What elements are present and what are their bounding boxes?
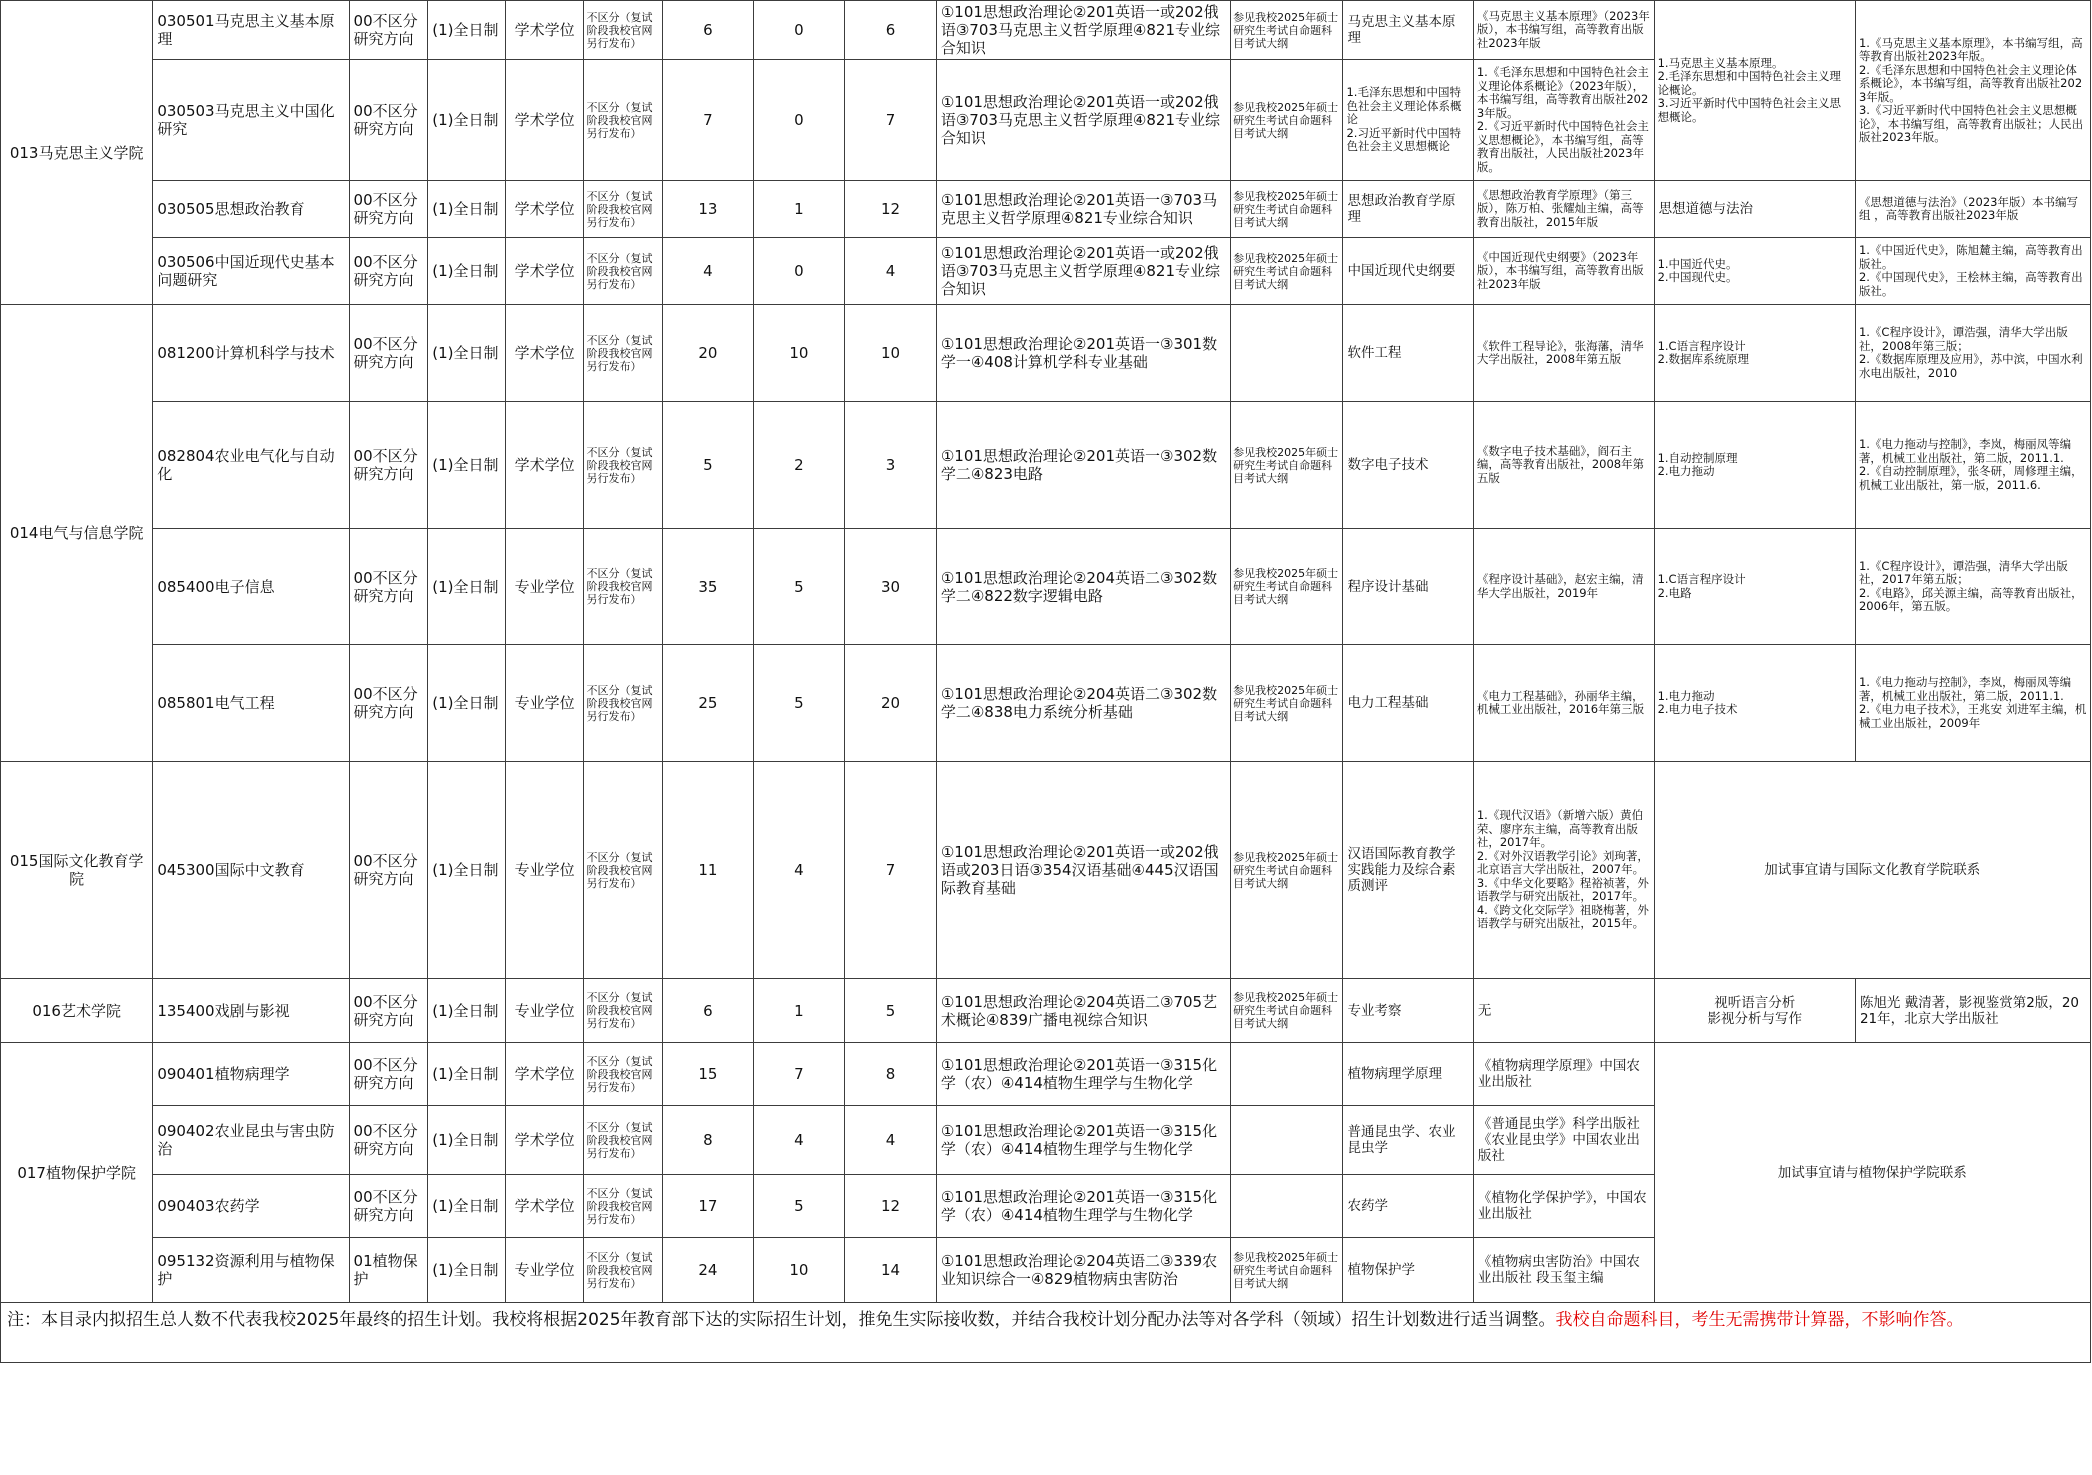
retest-books-cell: 《程序设计基础》，赵宏主编，清华大学出版社，2019年 <box>1473 529 1654 645</box>
unified-cell: 12 <box>845 181 937 238</box>
major-cell: 085400电子信息 <box>153 529 349 645</box>
retest-subject-cell: 汉语国际教育教学实践能力及综合素质测评 <box>1343 762 1473 979</box>
college-cell: 013马克思主义学院 <box>1 1 153 305</box>
total-cell: 20 <box>663 305 753 402</box>
degree-cell: 学术学位 <box>505 238 584 305</box>
table-row <box>1 181 2091 238</box>
retest-books-cell: 《植物化学保护学》，中国农业出版社 <box>1473 1175 1654 1238</box>
total-cell: 11 <box>663 762 753 979</box>
retest-subject-cell: 电力工程基础 <box>1343 645 1473 762</box>
retest-quota-cell: 不区分（复试阶段我校官网另行发布） <box>584 1238 663 1303</box>
retest-books-cell: 无 <box>1473 979 1654 1043</box>
exam-subjects-cell: ①101思想政治理论②204英语二③302数学二④838电力系统分析基础 <box>936 645 1230 762</box>
major-cell: 030501马克思主义基本原理 <box>153 1 349 60</box>
direction-cell: 00不区分研究方向 <box>349 1 428 60</box>
exempt-cell: 10 <box>753 1238 845 1303</box>
syllabus-cell: 参见我校2025年硕士研究生考试自命题科目考试大纲 <box>1231 238 1343 305</box>
addtest-subjects-cell: 1.中国近代史。 2.中国现代史。 <box>1654 238 1855 305</box>
addtest-subjects-cell: 1.C语言程序设计 2.电路 <box>1654 529 1855 645</box>
total-cell: 17 <box>663 1175 753 1238</box>
study-mode-cell: (1)全日制 <box>428 1175 505 1238</box>
unified-cell: 7 <box>845 60 937 181</box>
exempt-cell: 0 <box>753 238 845 305</box>
exempt-cell: 4 <box>753 1106 845 1175</box>
retest-books-cell: 1.《毛泽东思想和中国特色社会主义理论体系概论》（2023年版），本书编写组，高等教育出版社2023年版。 2.《习近平新时代中国特色社会主义思想概论》，本书编写组，高等教育出版社，人民出版社2023年版。 <box>1473 60 1654 181</box>
study-mode-cell: (1)全日制 <box>428 1043 505 1106</box>
retest-books-cell: 1.《现代汉语》（新增六版）黄伯荣、廖序东主编，高等教育出版社，2017年。 2.《对外汉语教学引论》刘珣著，北京语言大学出版社，2007年。 3.《中华文化要略》程裕祯著，外语教学与研究出版社，2017年。 4.《跨文化交际学》祖晓梅著，外语教学与研究出版社，2015年。 <box>1473 762 1654 979</box>
note-row <box>1 1303 2091 1363</box>
exempt-cell: 4 <box>753 762 845 979</box>
retest-subject-cell: 思想政治教育学原理 <box>1343 181 1473 238</box>
study-mode-cell: (1)全日制 <box>428 181 505 238</box>
college-cell: 017植物保护学院 <box>1 1043 153 1303</box>
retest-subject-cell: 软件工程 <box>1343 305 1473 402</box>
retest-subject-cell: 程序设计基础 <box>1343 529 1473 645</box>
college-cell: 015国际文化教育学院 <box>1 762 153 979</box>
exam-subjects-cell: ①101思想政治理论②201英语一③315化学（农）④414植物生理学与生物化学 <box>936 1043 1230 1106</box>
retest-quota-cell: 不区分（复试阶段我校官网另行发布） <box>584 979 663 1043</box>
addtest-books-cell: 1.《C程序设计》，谭浩强，清华大学出版社，2017年第五版； 2.《电路》，邱关源主编，高等教育出版社，2006年，第五版。 <box>1855 529 2090 645</box>
exempt-cell: 1 <box>753 979 845 1043</box>
major-cell: 085801电气工程 <box>153 645 349 762</box>
addtest-subjects-cell: 1.C语言程序设计 2.数据库系统原理 <box>1654 305 1855 402</box>
syllabus-cell: 参见我校2025年硕士研究生考试自命题科目考试大纲 <box>1231 181 1343 238</box>
study-mode-cell: (1)全日制 <box>428 305 505 402</box>
college-cell: 016艺术学院 <box>1 979 153 1043</box>
unified-cell: 14 <box>845 1238 937 1303</box>
syllabus-cell: 参见我校2025年硕士研究生考试自命题科目考试大纲 <box>1231 529 1343 645</box>
degree-cell: 专业学位 <box>505 529 584 645</box>
table-row <box>1 305 2091 402</box>
study-mode-cell: (1)全日制 <box>428 1106 505 1175</box>
degree-cell: 学术学位 <box>505 60 584 181</box>
exempt-cell: 5 <box>753 529 845 645</box>
direction-cell: 00不区分研究方向 <box>349 645 428 762</box>
direction-cell: 00不区分研究方向 <box>349 1043 428 1106</box>
footnote-red-text: 我校自命题科目，考生无需携带计算器，不影响作答。 <box>1555 1310 1964 1330</box>
exempt-cell: 5 <box>753 645 845 762</box>
retest-subject-cell: 普通昆虫学、农业昆虫学 <box>1343 1106 1473 1175</box>
table-row <box>1 402 2091 529</box>
degree-cell: 专业学位 <box>505 979 584 1043</box>
degree-cell: 学术学位 <box>505 1 584 60</box>
retest-books-cell: 《数字电子技术基础》，阎石主编，高等教育出版社，2008年第五版 <box>1473 402 1654 529</box>
addtest-subjects-cell: 1.自动控制原理 2.电力拖动 <box>1654 402 1855 529</box>
exam-subjects-cell: ①101思想政治理论②201英语一③301数学一④408计算机学科专业基础 <box>936 305 1230 402</box>
addtest-books-cell: 1.《电力拖动与控制》，李岚，梅丽凤等编著，机械工业出版社，第二版，2011.1. 2.《自动控制原理》，张冬研，周修理主编，机械工业出版社，第一版，2011.6. <box>1855 402 2090 529</box>
unified-cell: 4 <box>845 1106 937 1175</box>
direction-cell: 00不区分研究方向 <box>349 238 428 305</box>
total-cell: 15 <box>663 1043 753 1106</box>
unified-cell: 8 <box>845 1043 937 1106</box>
exam-subjects-cell: ①101思想政治理论②204英语二③302数学二④822数字逻辑电路 <box>936 529 1230 645</box>
exempt-cell: 10 <box>753 305 845 402</box>
retest-quota-cell: 不区分（复试阶段我校官网另行发布） <box>584 238 663 305</box>
retest-books-cell: 《植物病虫害防治》中国农业出版社 段玉玺主编 <box>1473 1238 1654 1303</box>
retest-subject-cell: 数字电子技术 <box>1343 402 1473 529</box>
direction-cell: 00不区分研究方向 <box>349 979 428 1043</box>
retest-subject-cell: 1.毛泽东思想和中国特色社会主义理论体系概论 2.习近平新时代中国特色社会主义思想概论 <box>1343 60 1473 181</box>
retest-books-cell: 《普通昆虫学》科学出版社 《农业昆虫学》中国农业出版社 <box>1473 1106 1654 1175</box>
syllabus-cell <box>1231 1043 1343 1106</box>
syllabus-cell: 参见我校2025年硕士研究生考试自命题科目考试大纲 <box>1231 762 1343 979</box>
unified-cell: 10 <box>845 305 937 402</box>
exam-subjects-cell: ①101思想政治理论②201英语一③315化学（农）④414植物生理学与生物化学 <box>936 1175 1230 1238</box>
exam-subjects-cell: ①101思想政治理论②201英语一或202俄语③703马克思主义哲学原理④821专业综合知识 <box>936 60 1230 181</box>
exam-subjects-cell: ①101思想政治理论②201英语一或202俄语③703马克思主义哲学原理④821专业综合知识 <box>936 1 1230 60</box>
addtest-subjects-cell: 思想道德与法治 <box>1654 181 1855 238</box>
college-cell: 014电气与信息学院 <box>1 305 153 762</box>
retest-quota-cell: 不区分（复试阶段我校官网另行发布） <box>584 1043 663 1106</box>
total-cell: 6 <box>663 1 753 60</box>
study-mode-cell: (1)全日制 <box>428 762 505 979</box>
retest-quota-cell: 不区分（复试阶段我校官网另行发布） <box>584 762 663 979</box>
degree-cell: 专业学位 <box>505 762 584 979</box>
unified-cell: 30 <box>845 529 937 645</box>
retest-subject-cell: 植物保护学 <box>1343 1238 1473 1303</box>
total-cell: 13 <box>663 181 753 238</box>
major-cell: 090402农业昆虫与害虫防治 <box>153 1106 349 1175</box>
direction-cell: 00不区分研究方向 <box>349 1175 428 1238</box>
major-cell: 081200计算机科学与技术 <box>153 305 349 402</box>
retest-books-cell: 《电力工程基础》，孙丽华主编，机械工业出版社，2016年第三版 <box>1473 645 1654 762</box>
degree-cell: 学术学位 <box>505 402 584 529</box>
retest-quota-cell: 不区分（复试阶段我校官网另行发布） <box>584 645 663 762</box>
exempt-cell: 5 <box>753 1175 845 1238</box>
syllabus-cell <box>1231 1175 1343 1238</box>
retest-books-cell: 《马克思主义基本原理》（2023年版），本书编写组，高等教育出版社2023年版 <box>1473 1 1654 60</box>
study-mode-cell: (1)全日制 <box>428 402 505 529</box>
retest-subject-cell: 农药学 <box>1343 1175 1473 1238</box>
exempt-cell: 2 <box>753 402 845 529</box>
direction-cell: 00不区分研究方向 <box>349 181 428 238</box>
total-cell: 35 <box>663 529 753 645</box>
exempt-cell: 1 <box>753 181 845 238</box>
syllabus-cell: 参见我校2025年硕士研究生考试自命题科目考试大纲 <box>1231 979 1343 1043</box>
unified-cell: 3 <box>845 402 937 529</box>
retest-books-cell: 《软件工程导论》，张海藩，清华大学出版社，2008年第五版 <box>1473 305 1654 402</box>
exam-subjects-cell: ①101思想政治理论②204英语二③705艺术概论④839广播电视综合知识 <box>936 979 1230 1043</box>
syllabus-cell <box>1231 305 1343 402</box>
major-cell: 082804农业电气化与自动化 <box>153 402 349 529</box>
retest-subject-cell: 马克思主义基本原理 <box>1343 1 1473 60</box>
retest-quota-cell: 不区分（复试阶段我校官网另行发布） <box>584 529 663 645</box>
unified-cell: 5 <box>845 979 937 1043</box>
addtest-books-cell: 1.《C程序设计》，谭浩强，清华大学出版社，2008年第三版； 2.《数据库原理及应用》，苏中滨，中国水利水电出版社，2010 <box>1855 305 2090 402</box>
degree-cell: 专业学位 <box>505 1238 584 1303</box>
direction-cell: 01植物保护 <box>349 1238 428 1303</box>
table-row <box>1 979 2091 1043</box>
direction-cell: 00不区分研究方向 <box>349 402 428 529</box>
unified-cell: 20 <box>845 645 937 762</box>
syllabus-cell: 参见我校2025年硕士研究生考试自命题科目考试大纲 <box>1231 1238 1343 1303</box>
unified-cell: 7 <box>845 762 937 979</box>
table-row <box>1 762 2091 979</box>
table-row <box>1 1043 2091 1106</box>
addtest-subjects-cell: 1.马克思主义基本原理。 2.毛泽东思想和中国特色社会主义理论概论。 3.习近平新时代中国特色社会主义思想概论。 <box>1654 1 1855 181</box>
degree-cell: 专业学位 <box>505 645 584 762</box>
exam-subjects-cell: ①101思想政治理论②201英语一或202俄语或203日语③354汉语基础④445汉语国际教育基础 <box>936 762 1230 979</box>
addtest-books-cell: 陈旭光 戴清著，影视鉴赏第2版，2021年，北京大学出版社 <box>1855 979 2090 1043</box>
study-mode-cell: (1)全日制 <box>428 238 505 305</box>
retest-quota-cell: 不区分（复试阶段我校官网另行发布） <box>584 181 663 238</box>
exam-subjects-cell: ①101思想政治理论②201英语一③302数学二④823电路 <box>936 402 1230 529</box>
exempt-cell: 0 <box>753 1 845 60</box>
degree-cell: 学术学位 <box>505 1043 584 1106</box>
study-mode-cell: (1)全日制 <box>428 60 505 181</box>
exam-subjects-cell: ①101思想政治理论②204英语二③339农业知识综合一④829植物病虫害防治 <box>936 1238 1230 1303</box>
direction-cell: 00不区分研究方向 <box>349 1106 428 1175</box>
unified-cell: 6 <box>845 1 937 60</box>
total-cell: 5 <box>663 402 753 529</box>
direction-cell: 00不区分研究方向 <box>349 60 428 181</box>
major-cell: 090401植物病理学 <box>153 1043 349 1106</box>
footnote-text: 注：本目录内拟招生总人数不代表我校2025年最终的招生计划。我校将根据2025年教育部下达的实际招生计划，推免生实际接收数，并结合我校计划分配办法等对各学科（领域）招生计划数进行适当调整。 <box>7 1310 1556 1330</box>
retest-subject-cell: 中国近现代史纲要 <box>1343 238 1473 305</box>
addtest-contact-cell: 加试事宜请与植物保护学院联系 <box>1654 1043 2090 1303</box>
major-cell: 030505思想政治教育 <box>153 181 349 238</box>
major-cell: 030506中国近现代史基本问题研究 <box>153 238 349 305</box>
syllabus-cell: 参见我校2025年硕士研究生考试自命题科目考试大纲 <box>1231 645 1343 762</box>
exam-subjects-cell: ①101思想政治理论②201英语一③315化学（农）④414植物生理学与生物化学 <box>936 1106 1230 1175</box>
retest-subject-cell: 植物病理学原理 <box>1343 1043 1473 1106</box>
exam-subjects-cell: ①101思想政治理论②201英语一或202俄语③703马克思主义哲学原理④821专业综合知识 <box>936 238 1230 305</box>
addtest-books-cell: 1.《马克思主义基本原理》，本书编写组，高等教育出版社2023年版。 2.《毛泽东思想和中国特色社会主义理论体系概论》，本书编写组，高等教育出版社2023年版。 3.《习近平新时代中国特色社会主义思想概论》，本书编写组，高等教育出版社；人民出版社2023年版。 <box>1855 1 2090 181</box>
major-cell: 030503马克思主义中国化研究 <box>153 60 349 181</box>
table-row <box>1 529 2091 645</box>
major-cell: 135400戏剧与影视 <box>153 979 349 1043</box>
retest-quota-cell: 不区分（复试阶段我校官网另行发布） <box>584 305 663 402</box>
total-cell: 24 <box>663 1238 753 1303</box>
degree-cell: 学术学位 <box>505 1175 584 1238</box>
addtest-books-cell: 1.《电力拖动与控制》，李岚，梅丽凤等编著，机械工业出版社，第二版，2011.1. 2.《电力电子技术》，王兆安 刘进军主编，机械工业出版社，2009年 <box>1855 645 2090 762</box>
degree-cell: 学术学位 <box>505 305 584 402</box>
total-cell: 8 <box>663 1106 753 1175</box>
footnote <box>1 1303 2091 1363</box>
major-cell: 095132资源利用与植物保护 <box>153 1238 349 1303</box>
retest-quota-cell: 不区分（复试阶段我校官网另行发布） <box>584 60 663 181</box>
study-mode-cell: (1)全日制 <box>428 529 505 645</box>
degree-cell: 学术学位 <box>505 1106 584 1175</box>
study-mode-cell: (1)全日制 <box>428 979 505 1043</box>
addtest-books-cell: 《思想道德与法治》（2023年版）本书编写组 ，高等教育出版社2023年版 <box>1855 181 2090 238</box>
retest-quota-cell: 不区分（复试阶段我校官网另行发布） <box>584 1175 663 1238</box>
total-cell: 25 <box>663 645 753 762</box>
study-mode-cell: (1)全日制 <box>428 1238 505 1303</box>
total-cell: 6 <box>663 979 753 1043</box>
exempt-cell: 0 <box>753 60 845 181</box>
retest-subject-cell: 专业考察 <box>1343 979 1473 1043</box>
table-row <box>1 238 2091 305</box>
addtest-books-cell: 1.《中国近代史》，陈旭麓主编，高等教育出版社。 2.《中国现代史》，王桧林主编，高等教育出版社。 <box>1855 238 2090 305</box>
retest-books-cell: 《思想政治教育学原理》（第三版），陈万柏、张耀灿主编，高等教育出版社，2015年版 <box>1473 181 1654 238</box>
study-mode-cell: (1)全日制 <box>428 645 505 762</box>
addtest-subjects-cell: 1.电力拖动 2.电力电子技术 <box>1654 645 1855 762</box>
direction-cell: 00不区分研究方向 <box>349 305 428 402</box>
exam-subjects-cell: ①101思想政治理论②201英语一③703马克思主义哲学原理④821专业综合知识 <box>936 181 1230 238</box>
table-row <box>1 645 2091 762</box>
syllabus-cell: 参见我校2025年硕士研究生考试自命题科目考试大纲 <box>1231 1 1343 60</box>
retest-quota-cell: 不区分（复试阶段我校官网另行发布） <box>584 1106 663 1175</box>
total-cell: 7 <box>663 60 753 181</box>
retest-books-cell: 《中国近现代史纲要》（2023年版），本书编写组，高等教育出版社2023年版 <box>1473 238 1654 305</box>
syllabus-cell: 参见我校2025年硕士研究生考试自命题科目考试大纲 <box>1231 60 1343 181</box>
unified-cell: 4 <box>845 238 937 305</box>
unified-cell: 12 <box>845 1175 937 1238</box>
study-mode-cell: (1)全日制 <box>428 1 505 60</box>
table-row <box>1 1 2091 60</box>
retest-quota-cell: 不区分（复试阶段我校官网另行发布） <box>584 402 663 529</box>
major-cell: 045300国际中文教育 <box>153 762 349 979</box>
syllabus-cell: 参见我校2025年硕士研究生考试自命题科目考试大纲 <box>1231 402 1343 529</box>
addtest-contact-cell: 加试事宜请与国际文化教育学院联系 <box>1654 762 2090 979</box>
retest-books-cell: 《植物病理学原理》中国农业出版社 <box>1473 1043 1654 1106</box>
retest-quota-cell: 不区分（复试阶段我校官网另行发布） <box>584 1 663 60</box>
direction-cell: 00不区分研究方向 <box>349 762 428 979</box>
exempt-cell: 7 <box>753 1043 845 1106</box>
addtest-subjects-cell: 视听语言分析 影视分析与写作 <box>1654 979 1855 1043</box>
total-cell: 4 <box>663 238 753 305</box>
degree-cell: 学术学位 <box>505 181 584 238</box>
syllabus-cell <box>1231 1106 1343 1175</box>
major-cell: 090403农药学 <box>153 1175 349 1238</box>
direction-cell: 00不区分研究方向 <box>349 529 428 645</box>
